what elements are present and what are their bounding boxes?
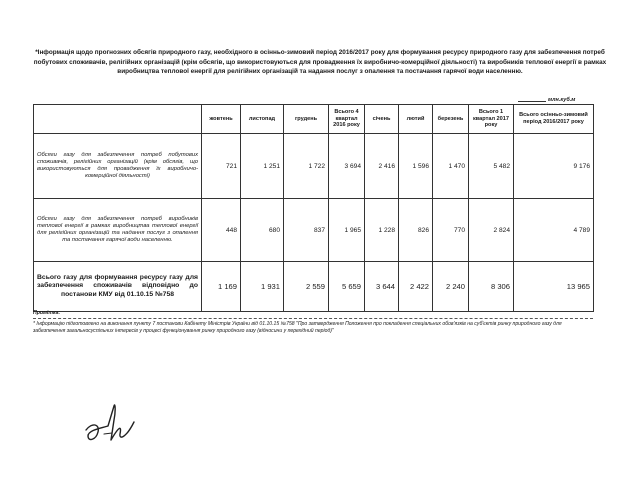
- unit-rule: [518, 101, 546, 102]
- table-header-row: [34, 105, 594, 134]
- table-cell: 1 228: [365, 199, 399, 262]
- table-cell: 13 965: [514, 262, 594, 312]
- table-cell: 2 416: [365, 134, 399, 199]
- table-cell: 8 306: [469, 262, 514, 312]
- table-row-total: [34, 262, 594, 312]
- row-label: Обсяги газу для забезпечення потреб виробників теплової енергії в рамках виробництва теплової енергії для релігійних організацій та надання послуг з опалення та постачання гарячої води населенню.: [34, 199, 202, 262]
- table-cell: 2 422: [399, 262, 433, 312]
- table-row: [34, 134, 594, 199]
- table-cell: 1 251: [241, 134, 284, 199]
- column-header: березень: [433, 105, 469, 134]
- column-header: Всього осінньо-зимовий період 2016/2017 року: [514, 105, 594, 134]
- table-cell: 3 694: [329, 134, 365, 199]
- table-cell: 826: [399, 199, 433, 262]
- table-cell: 1 722: [284, 134, 329, 199]
- table-cell: 1 470: [433, 134, 469, 199]
- gas-volumes-table: [33, 104, 594, 312]
- table-cell: 9 176: [514, 134, 594, 199]
- column-header: Всього 1 квартал 2017 року: [469, 105, 514, 134]
- table-cell: 2 240: [433, 262, 469, 312]
- column-header: січень: [365, 105, 399, 134]
- table-cell: 2 559: [284, 262, 329, 312]
- table-cell: 5 482: [469, 134, 514, 199]
- table-cell: 448: [202, 199, 241, 262]
- column-header: жовтень: [202, 105, 241, 134]
- footnote: * Інформацію підготовлено на виконання пункту 7 постанови Кабінету Міністрів України від 01.10.15 №758 "Про затвердження Положення про покладення спеціальних обов'язків на суб'єктів ринку природного газу для забезпечення загальносуспільних інтересів у процесі функціонування ринку природного газу (відносини у перехідний період)": [33, 321, 562, 335]
- table-cell: 2 824: [469, 199, 514, 262]
- table-cell: 721: [202, 134, 241, 199]
- notes-divider: [33, 318, 593, 319]
- signature-icon: [82, 400, 146, 446]
- notes-title: Примітка:: [33, 310, 61, 316]
- column-header: Всього 4 квартал 2016 року: [329, 105, 365, 134]
- table-cell: 1 169: [202, 262, 241, 312]
- document-title: *Інформація щодо прогнозних обсягів природного газу, необхідного в осінньо-зимовий період 2016/2017 року для формування ресурсу природного газу для забезпечення потреб побутових споживачів, релігійних організацій (крім обсягів, що використовуються для провадження їх виробничо-комерційної діяльності) та виробників теплової енергії в рамках виробництва теплової енергії для релігійних організацій та надання послуг з опалення та постачання гарячої води населенню.: [33, 49, 607, 75]
- column-header: лютий: [399, 105, 433, 134]
- table-row: [34, 199, 594, 262]
- table-cell: 3 644: [365, 262, 399, 312]
- table-cell: 5 659: [329, 262, 365, 312]
- table-cell: 4 789: [514, 199, 594, 262]
- unit-label: млн.куб.м: [548, 97, 576, 103]
- column-header: грудень: [284, 105, 329, 134]
- table-cell: 1 931: [241, 262, 284, 312]
- table-cell: 1 965: [329, 199, 365, 262]
- row-label: Обсяги газу для забезпечення потреб побутових споживачів, релігійних організацій (крім обсягів, що використовуються для провадження їх виробничо-комерційної діяльності): [34, 134, 202, 199]
- column-header: листопад: [241, 105, 284, 134]
- table-cell: 837: [284, 199, 329, 262]
- row-label: Всього газу для формування ресурсу газу для забезпечення споживачів відповідно до постанови КМУ від 01.10.15 №758: [34, 262, 202, 312]
- table-cell: 770: [433, 199, 469, 262]
- header-corner: [34, 105, 202, 134]
- table-cell: 680: [241, 199, 284, 262]
- table-cell: 1 596: [399, 134, 433, 199]
